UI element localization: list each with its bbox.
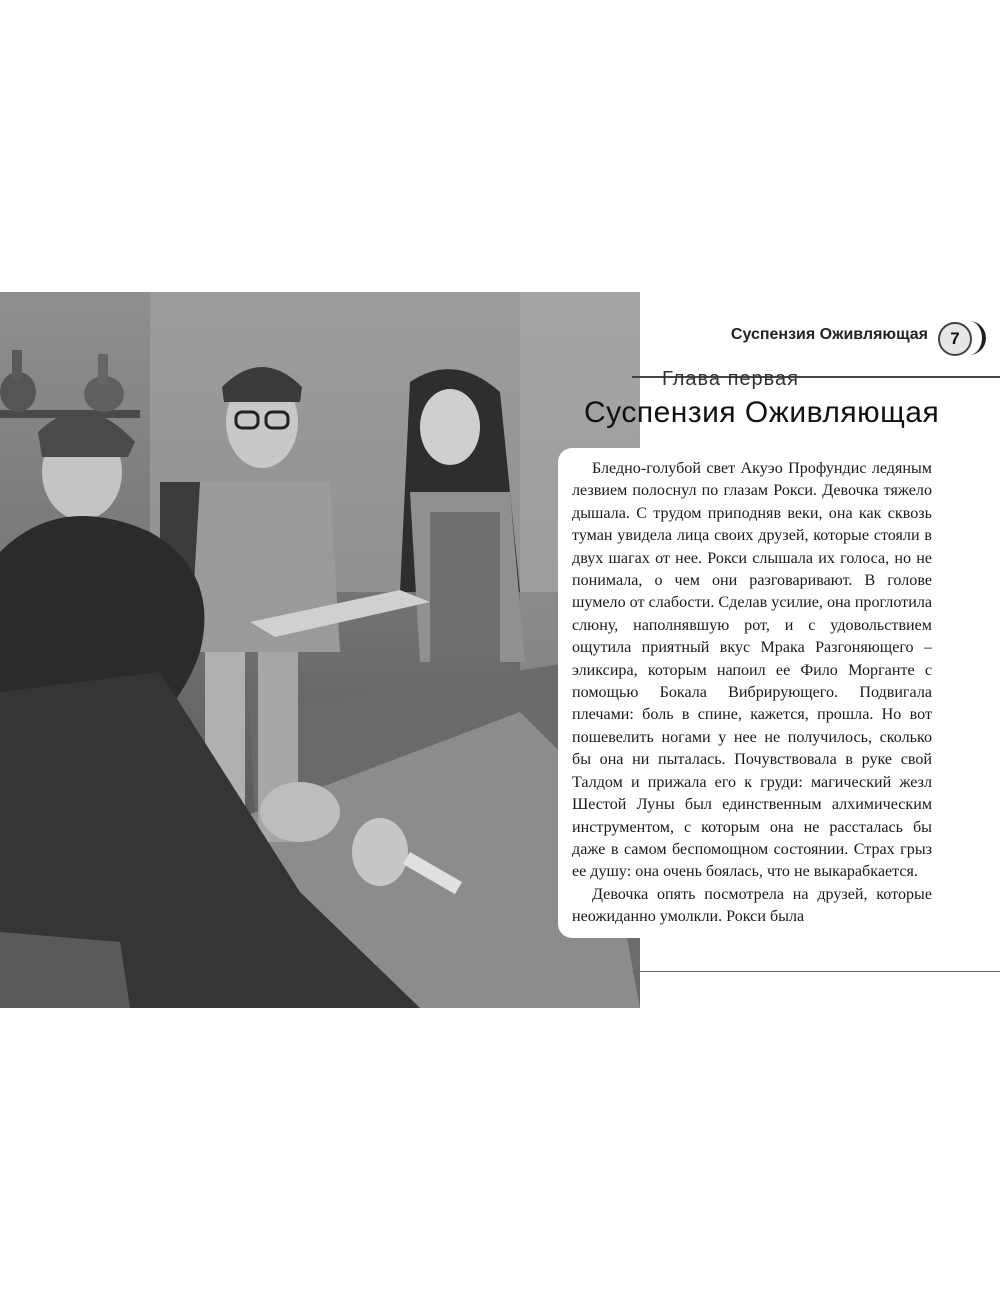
body-paragraph: Бледно-голубой свет Акуэо Профундис ледяным лезвием полоснул по глазам Рокси. Девочка тяжело дышала. С трудом приподняв веки, она как сквозь туман увидела лица своих друзей, которые стояли в двух шагах от нее. Рокси слышала их голоса, но не понимала, о чем они разговаривают. В голове шумело от слабости. Сделав усилие, она проглотила слюну, наполнявшую рот, и с удовольствием ощутила приятный вкус Мрака Разгоняющего – эликсира, которым напоил ее Фило Морганте с помощью Бокала Вибрирующего. Подвигала плечами: боль в спине, кажется, прошла. Но вот пошевелить ногами у нее не получилось, сколько бы она ни пыталась. Почувствовала в руке свой Талдом и прижала его к груди: магический жезл Шестой Луны был единственным алхимическим инструментом, с которым она не рассталась бы даже в самом беспомощном состоянии. Страх грыз ее душу: она очень боялась, что не выкарабкается. [572,460,932,881]
running-title: Суспензия Оживляющая [730,326,928,343]
chapter-label: Глава первая [662,368,800,390]
chapter-illustration [0,292,640,1008]
body-text-panel [558,448,944,938]
illustration-scene [0,292,640,1008]
book-spread [0,292,1000,1008]
body-paragraph: Девочка опять посмотрела на друзей, которые неожиданно умолкли. Рокси была [572,885,932,926]
page-number: 7 [938,322,972,356]
chapter-title: Суспензия Оживляющая [584,396,940,429]
footer-rule [632,971,1000,972]
